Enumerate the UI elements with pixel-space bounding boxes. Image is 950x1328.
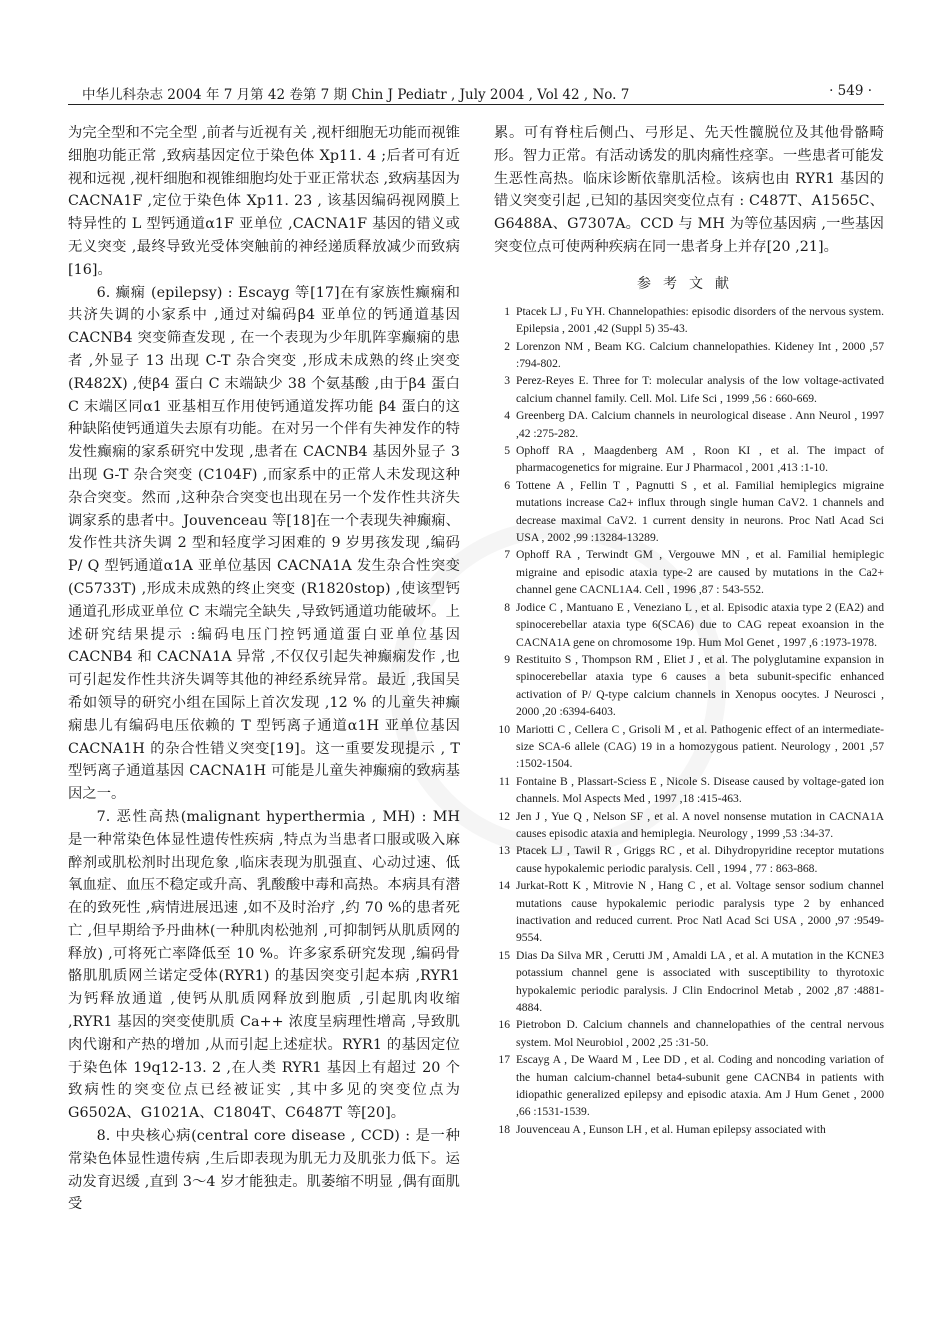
reference-item bbox=[494, 599, 884, 651]
reference-text: Greenberg DA. Calcium channels in neurological disease . Ann Neurol , 1997 ,42 :275-282. bbox=[516, 409, 884, 440]
reference-number: 8 bbox=[504, 600, 510, 614]
paragraph-central-core-disease: 8. 中央核心病(central core disease , CCD) : 是一种常染色体显性遗传病 ,生后即表现为肌无力及肌张力低下。运动发育迟缓 ,直到 3～4 岁才能独走。肌萎缩不明显 ,偶有面肌受 bbox=[68, 1128, 460, 1213]
reference-item bbox=[494, 338, 884, 373]
reference-number: 1 bbox=[504, 304, 510, 318]
reference-number: 4 bbox=[504, 409, 510, 423]
reference-text: Ophoff RA , Terwindt GM , Vergouwe MN , et al. Familial hemiplegic migraine and episodic ataxia type-2 are caused by mutations in the Ca2+ channel gene CACNL1A4. Cell , 1996 ,87 : 543-552. bbox=[516, 548, 884, 597]
reference-item bbox=[494, 808, 884, 843]
running-header bbox=[82, 83, 872, 103]
reference-number: 18 bbox=[498, 1122, 510, 1136]
reference-item bbox=[494, 303, 884, 338]
reference-number: 13 bbox=[498, 844, 510, 858]
paragraph-malignant-hyperthermia: 7. 恶性高热(malignant hyperthermia , MH) : MH 是一种常染色体显性遗传性疾病 ,特点为当患者口服或吸入麻醉剂或肌松剂时出现危象 ,临床表现为肌强直、心动过速、低氧血症、血压不稳定或升高、乳酸酸中毒和高热。本病具有潜在的致死性 ,病情进展迅速 ,如不及时治疗 ,约 70 %的患者死亡 ,但早期给予丹曲林(一种肌肉松弛剂 ,可抑制钙从肌质网的释放) ,可将死亡率降低至 10 %。许多家系研究发现 ,编码骨骼肌肌质网兰诺定受体(RYR1) 的基因突变引起本病 ,RYR1 为钙释放通道 ,使钙从肌质网释放到胞质 ,引起肌肉收缩 ,RYR1 基因的突变使肌质 Ca++ 浓度呈病理性增高 ,导致肌肉代谢和产热的增加 ,从而引起上述症状。RYR1 的基因定位于染色体 19q12-13. 2 ,在人类 RYR1 基因上有超过 20 个致病性的突变位点已经被证实 ,其中多见的突变位点为 G6502A、G1021A、C1804T、C6487T 等[20]。 bbox=[68, 808, 460, 1122]
reference-number: 6 bbox=[504, 478, 510, 492]
reference-item bbox=[494, 1051, 884, 1121]
reference-item bbox=[494, 947, 884, 1017]
reference-text: Escayg A , De Waard M , Lee DD , et al. Coding and noncoding variation of the human calcium-channel beta4-subunit gene CACNB4 in patients with idiopathic generalized epilepsy and episodic ataxia. Am J Hum Genet , 2000 ,66 :1531-1539. bbox=[516, 1053, 884, 1119]
reference-number: 2 bbox=[504, 339, 510, 353]
reference-item bbox=[494, 372, 884, 407]
reference-item bbox=[494, 842, 884, 877]
reference-text: Lorenzon NM , Beam KG. Calcium channelopathies. Kideney Int , 2000 ,57 :794-802. bbox=[516, 339, 884, 370]
reference-text: Jodice C , Mantuano E , Veneziano L , et al. Episodic ataxia type 2 (EA2) and spinocerebellar ataxia type 6(SCA6) due to CAG repeat exoansion in the CACNA1A gene on chromosome 19p. Hum Mol Genet , 1997 ,6 :1973-1978. bbox=[516, 600, 884, 649]
reference-text: Jen J , Yue Q , Nelson SF , et al. A novel nonsense mutation in CACNA1A causes episodic ataxia and hemiplegia. Neurology , 1999 ,53 :34-37. bbox=[516, 809, 884, 840]
reference-item bbox=[494, 877, 884, 947]
reference-text: Ptacek LJ , Fu YH. Channelopathies: episodic disorders of the nervous system. Epilepsia , 2001 ,42 (Suppl 5) 35-43. bbox=[516, 304, 884, 336]
reference-number: 3 bbox=[504, 374, 510, 388]
reference-text: Jouvenceau A , Eunson LH , et al. Human epilepsy associated with bbox=[516, 1122, 826, 1136]
reference-item bbox=[494, 407, 884, 442]
paragraph-ccd-continuation: 累。可有脊柱后侧凸、弓形足、先天性髋脱位及其他骨骼畸形。智力正常。有活动诱发的肌肉痛性痉挛。一些患者可能发生恶性高热。临床诊断依靠肌活检。该病也由 RYR1 基因的错义突变引起 ,已知的基因突变位点有 : C487T、A1565C、G6488A、G7307A。CCD 与 MH 为等位基因病 ,一些基因突变位点可使两种疾病在同一患者身上并存[20 ,21]。 bbox=[494, 125, 884, 255]
reference-text: Mariotti C , Cellera C , Grisoli M , et al. Pathogenic effect of an intermediate-size SCA-6 allele (CAG) 19 in a homozygous patient. Neurology , 2001 ,57 :1502-1504. bbox=[516, 722, 884, 771]
reference-text: Perez-Reyes E. Three for T: molecular analysis of the low voltage-activated calcium channel family. Cell. Mol. Life Sci , 1999 ,56 : 660-669. bbox=[516, 374, 884, 405]
reference-text: Restituito S , Thompson RM , Eliet J , et al. The polyglutamine expansion in spinocerebellar ataxia type 6 causes a beta subunit-specific enhanced activation of P/ Q-type calcium channels in Xenopus oocytes. J Neurosci , 2000 ,20 :6394-6403. bbox=[516, 652, 884, 719]
reference-text: Ptacek LJ , Tawil R , Griggs RC , et al. Dihydropyridine receptor mutations cause hypokalemic periodic paralysis. Cell , 1994 , 77 : 863-868. bbox=[516, 844, 884, 875]
reference-number: 17 bbox=[498, 1053, 510, 1067]
reference-item bbox=[494, 1016, 884, 1051]
journal-citation: 中华儿科杂志 2004 年 7 月第 42 卷第 7 期 Chin J Pediatr , July 2004 , Vol 42 , No. 7 bbox=[82, 87, 630, 103]
reference-number: 15 bbox=[498, 948, 510, 962]
reference-text: Tottene A , Fellin T , Pagnutti S , et al. Familial hemiplegics migraine mutations increase Ca2+ influx through single human CaV2. 1 channels and decrease maximal CaV2. 1 current density in neurons. Proc Natl Acad Sci USA , 2002 ,99 :13284-13289. bbox=[516, 478, 884, 545]
reference-item bbox=[494, 1121, 884, 1138]
paragraph-continuation: 为完全型和不完全型 ,前者与近视有关 ,视杆细胞无功能而视锥细胞功能正常 ,致病基因定位于染色体 Xp11. 4 ;后者可有近视和远视 ,视杆细胞和视锥细胞均处于亚正常状态 ,致病基因为 CACNA1F ,定位于染色体 Xp11. 23 , 该基因编码视网膜上特异性的 L 型钙通道α1F 亚单位 ,CACNA1F 基因的错义或无义突变 ,最终导致光受体突触前的神经递质释放减少而致病[16]。 bbox=[68, 125, 460, 278]
reference-text: Fontaine B , Plassart-Sciess E , Nicole S. Disease caused by voltage-gated ion channels. Mol Aspects Med , 1997 ,18 :415-463. bbox=[516, 774, 884, 806]
reference-item bbox=[494, 773, 884, 808]
header-rule bbox=[68, 104, 884, 105]
reference-number: 16 bbox=[498, 1018, 510, 1032]
reference-number: 11 bbox=[498, 774, 510, 788]
reference-text: Dias Da Silva MR , Cerutti JM , Amaldi LA , et al. A mutation in the KCNE3 potassium channel gene is associated with susceptibility to thyrotoxic hypokalemic periodic paralysis. J Clin Endocrinol Metab , 2002 ,87 :4881-4884. bbox=[516, 948, 884, 1015]
reference-item bbox=[494, 651, 884, 721]
reference-item bbox=[494, 546, 884, 598]
reference-item bbox=[494, 477, 884, 547]
page-number: · 549 · bbox=[829, 83, 872, 99]
references-heading: 参考文献 bbox=[637, 275, 741, 292]
paragraph-epilepsy: 6. 癫痫 (epilepsy) : Escayg 等[17]在有家族性癫痫和共济失调的小家系中 ,通过对编码β4 亚单位的钙通道基因 CACNB4 突变筛查发现 , 在一个表现为少年肌阵挛癫痫的患者 ,外显子 13 出现 C-T 杂合突变 ,形成未成熟的终止突变 (R482X) ,使β4 蛋白 C 末端缺少 38 个氨基酸 ,由于β4 蛋白 C 末端区同α1 亚基相互作用使钙通道发挥功能 β4 蛋白的这种缺陷使钙通道失去原有功能。在对另一个伴有失神发作的特发性癫痫的家系研究中发现 ,患者在 CACNB4 基因外显子 3 出现 G-T 杂合突变 (C104F) ,而家系中的正常人未发现这种杂合突变。然而 ,这种杂合突变也出现在另一个发作性共济失调家系的患者中。Jouvenceau 等[18]在一个表现失神癫痫、发作性共济失调 2 型和轻度学习困难的 9 岁男孩发现 ,编码 P/ Q 型钙通道α1A 亚单位基因 CACNA1A 发生杂合性突变 (C5733T) ,形成未成熟的终止突变 (R1820stop) ,使该型钙通道孔形成亚单位 C 末端完全缺失 ,导致钙通道功能破坏。上述研究结果提示 :编码电压门控钙通道蛋白亚单位基因 CACNB4 和 CACNA1A 异常 ,不仅仅引起失神癫痫发作 ,也可引起发作性共济失调等其他的神经系统异常。最近 ,我国吴希如领导的研究小组在国际上首次发现 ,12 % 的儿童失神癫痫患儿有编码电压依赖的 T 型钙离子通道α1H 亚单位基因 CACNA1H 的杂合性错义突变[19]。这一重要发现提示 , T 型钙离子通道基因 CACNA1H 可能是儿童失神癫痫的致病基因之一。 bbox=[68, 284, 460, 803]
left-column bbox=[68, 122, 460, 1216]
reference-text: Pietrobon D. Calcium channels and channelopathies of the central nervous system. Mol Neurobiol , 2002 ,25 :31-50. bbox=[516, 1018, 884, 1049]
reference-item bbox=[494, 442, 884, 477]
reference-item bbox=[494, 721, 884, 773]
right-column bbox=[494, 122, 884, 1138]
reference-number: 12 bbox=[498, 809, 510, 823]
reference-text: Jurkat-Rott K , Mitrovie N , Hang C , et al. Voltage sensor sodium channel mutations cause hypokalemic periodic paralysis type 2 by enhanced inactivation and reduced current. Proc Natl Acad Sci USA , 2000 ,97 :9549-9554. bbox=[516, 879, 884, 945]
reference-number: 7 bbox=[504, 548, 510, 562]
reference-text: Ophoff RA , Maagdenberg AM , Roon KI , et al. The impact of pharmacogenetics for migraine. Eur J Pharmacol , 2001 ,413 :1-10. bbox=[516, 444, 884, 475]
reference-number: 5 bbox=[504, 444, 510, 458]
reference-number: 14 bbox=[498, 879, 510, 893]
reference-number: 9 bbox=[504, 652, 510, 666]
reference-number: 10 bbox=[498, 722, 510, 736]
reference-list bbox=[494, 303, 884, 1139]
